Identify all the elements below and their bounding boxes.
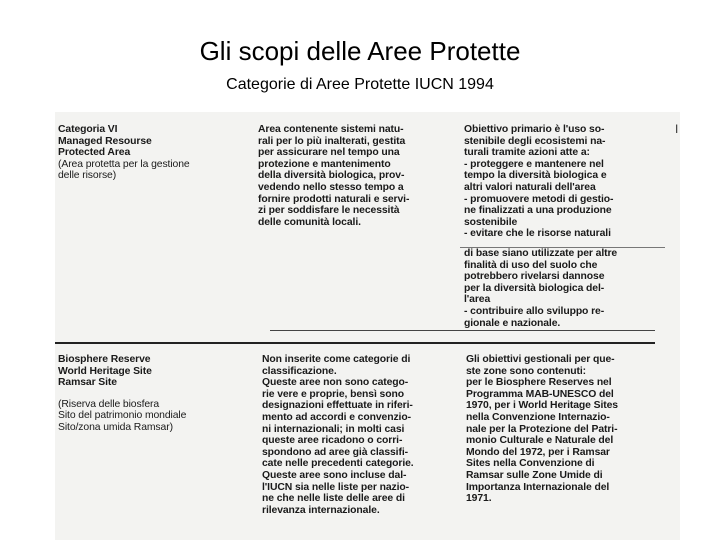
- text-line: per la diversità biologica del-: [464, 282, 605, 294]
- text-line: Obiettivo primario è l'uso so-: [464, 124, 605, 135]
- designations-names: [58, 354, 253, 434]
- text-line: delle risorse): [58, 170, 117, 182]
- text-line: stenibile degli ecosistemi na-: [464, 135, 606, 147]
- text-line: Ramsar sulle Zone Umide di: [466, 469, 603, 481]
- text-line: (Area protetta per la gestione: [58, 158, 190, 170]
- text-line: - promuovere metodi di gestio-: [464, 193, 614, 205]
- text-line: monio Culturale e Naturale del: [466, 435, 614, 447]
- text-line: l'IUCN sia nelle liste per nazio-: [262, 481, 409, 493]
- slide-subtitle: Categorie di Aree Protette IUCN 1994: [226, 76, 494, 93]
- text-line: ste zone sono contenuti:: [466, 365, 586, 377]
- text-line: (Riserva delle biosfera: [58, 398, 160, 410]
- text-line: altri valori naturali dell'area: [464, 181, 596, 193]
- text-line: Queste aree sono incluse dal-: [262, 469, 407, 481]
- text-line: potrebbero rivelarsi dannose: [464, 271, 605, 283]
- text-line: protezione e mantenimento: [258, 158, 391, 170]
- slide-title: Gli scopi delle Aree Protette: [199, 36, 521, 66]
- text-line: - proteggere e mantenere nel: [464, 158, 604, 170]
- category-vi-section: [55, 120, 680, 345]
- text-line: Sites nella Convenzione di: [466, 458, 595, 470]
- text-line: Managed Resourse: [58, 135, 152, 147]
- text-line: nale per la Protezione del Patri-: [466, 423, 618, 435]
- text-line: fornire prodotti naturali e servi-: [258, 193, 410, 205]
- text-line: sostenibile: [464, 216, 518, 228]
- text-line: rie vere e proprie, bensì sono: [262, 388, 404, 400]
- text-line: Importanza Internazionale del: [466, 481, 610, 493]
- text-line: zi per soddisfare le necessità: [258, 205, 400, 217]
- text-line: rali per lo più inalterati, gestita: [258, 135, 406, 147]
- text-line: per le Biosphere Reserves nel: [466, 377, 612, 389]
- category-vi-name: [58, 124, 253, 182]
- text-line: Biosphere Reserve: [58, 354, 151, 365]
- scanned-table-image: [55, 112, 680, 540]
- text-line: queste aree ricadono o corri-: [262, 435, 403, 447]
- designations-objectives: [466, 354, 671, 505]
- text-line: Ramsar Site: [58, 377, 117, 389]
- scan-divider-line: [270, 330, 655, 331]
- text-line: di base siano utilizzate per altre: [464, 247, 618, 259]
- scan-divider-line: [460, 247, 665, 248]
- text-line: ne che nelle liste delle aree di: [262, 493, 405, 505]
- text-line: vedendo nello stesso tempo a: [258, 181, 404, 193]
- text-line: World Heritage Site: [58, 365, 152, 377]
- text-line: turali tramite azioni atte a:: [464, 147, 590, 159]
- text-line: mento ad accordi e convenzio-: [262, 411, 411, 423]
- text-line: 1971.: [466, 493, 492, 505]
- text-line: ni internazionali; in molti casi: [262, 423, 405, 435]
- text-line: rilevanza internazionale.: [262, 504, 380, 516]
- text-line: designazioni effettuate in riferi-: [262, 400, 413, 412]
- text-line: Mondo del 1972, per i Ramsar: [466, 446, 610, 458]
- text-line: Sito/zona umida Ramsar): [58, 421, 173, 433]
- category-vi-description: [258, 124, 458, 228]
- text-line: 1970, per i World Heritage Sites: [466, 400, 618, 412]
- text-line: ne finalizzati a una produzione: [464, 205, 612, 217]
- text-line: tempo la diversità biologica e: [464, 170, 607, 182]
- text-line: per assicurare nel tempo una: [258, 147, 400, 159]
- text-line: Queste aree non sono catego-: [262, 377, 409, 389]
- text-line: Area contenente sistemi natu-: [258, 124, 404, 135]
- text-line: Protected Area: [58, 147, 131, 159]
- text-line: nella Convenzione Internazio-: [466, 411, 610, 423]
- text-line: finalità di uso del suolo che: [464, 259, 598, 271]
- text-line: Programma MAB-UNESCO del: [466, 388, 614, 400]
- text-line: - evitare che le risorse naturali: [464, 228, 611, 240]
- text-line: Gli obiettivi gestionali per que-: [466, 354, 615, 365]
- designations-section: [55, 350, 680, 540]
- text-line: l'area: [464, 294, 491, 306]
- scan-divider-line: [55, 342, 655, 344]
- text-line: della diversità biologica, prov-: [258, 170, 405, 182]
- text-line: spondono ad aree già classifi-: [262, 446, 408, 458]
- text-line: Sito del patrimonio mondiale: [58, 410, 187, 422]
- scan-edge-mark: I: [675, 122, 679, 136]
- text-line: Categoria VI: [58, 124, 118, 135]
- text-line: gionale e nazionale.: [464, 317, 561, 329]
- text-line: cate nelle precedenti categorie.: [262, 458, 414, 470]
- designations-description: [262, 354, 462, 516]
- text-line: - contribuire allo sviluppo re-: [464, 305, 605, 317]
- text-line: delle comunità locali.: [258, 216, 361, 228]
- text-line: Non inserite come categorie di: [262, 354, 411, 365]
- category-vi-objectives: [464, 124, 669, 329]
- text-line: classificazione.: [262, 365, 337, 377]
